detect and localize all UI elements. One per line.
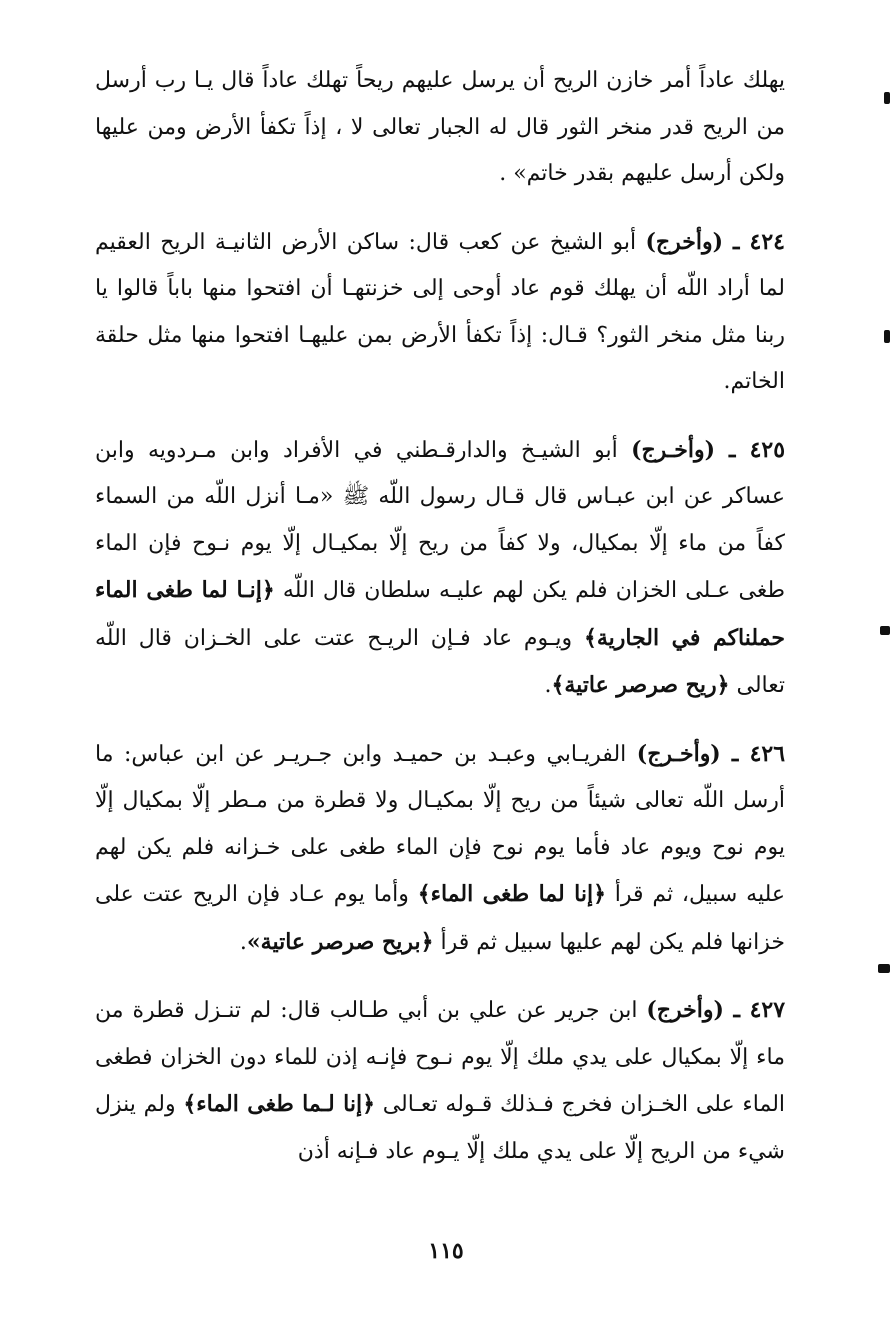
paragraph-text: . [239,929,247,955]
quran-quote: ﴿إنـا لما طغى الماء حملناكم في الجارية﴾ [95,577,785,651]
paragraph-text: ولم ينزل شيء من الريح إلّا على يدي ملك إلّا يـوم عاد فـإنه أذن [95,1092,785,1164]
quran-quote: ﴿بريح صرصر عاتية» [246,928,434,955]
paragraph-text: ويـوم عاد فـإن الريـح عتت على الخـزان قال اللّه تعالى [95,625,785,698]
source-label: (وأخـرج) [631,436,716,463]
paragraph-text: ابن جرير عن علي بن أبي طـالب قال: لم تنـزل قطرة من ماء إلّا بمكيال على يدي ملك إلّا يوم نـوح فإنـه إذن للماء دون الخزان فطغى الماء على الخـزان فخرج فـذلك قـوله تعـالى [95,998,786,1117]
hadith-number: ٤٢٤ ـ [722,228,785,255]
scan-edge-mark [880,626,890,635]
scan-edge-mark [884,330,890,343]
scan-edge-mark [884,92,890,104]
source-label: (وأخرج) [646,997,724,1023]
source-label: (وأخرج) [645,228,723,255]
source-label: (وأخـرج) [636,740,721,767]
hadith-number: ٤٢٧ ـ [723,997,786,1023]
paragraph-continuation [95,58,785,198]
page-body [95,58,785,1175]
paragraph-text: يهلك عاداً أمر خازن الريح أن يرسل عليهم ريحاً تهلك عاداً قال يـا رب أرسل من الريح قدر منخر الثور قال له الجبار تعالى لا ، إذاً تكفأ الأرض ومن عليها ولكن أرسل عليهم بقدر خاتم» . [95,68,785,186]
quran-quote: ﴿إنا لما طغى الماء﴾ [417,881,606,907]
hadith-426 [95,731,785,967]
paragraph-text: أبو الشيخ عن كعب قال: ساكن الأرض الثانيـة الريح العقيم لما أراد اللّه أن يهلك قوم عاد أوحى إلى خزنتهـا أن افتحوا منها باباً قالوا يا ربنا مثل منخر الثور؟ قـال: إذاً تكفأ الأرض بمن عليهـا افتحوا منها مثل حلقة الخاتم. [95,229,785,394]
hadith-427 [95,987,785,1175]
quran-quote: ﴿إنا لـما طغى الماء﴾ [183,1091,375,1117]
hadith-424 [95,219,785,406]
hadith-number: ٤٢٦ ـ [720,740,786,767]
paragraph-text: . [544,673,552,698]
page-number: ١١٥ [428,1238,464,1264]
quran-quote: ﴿ريح صرصر عاتية﴾ [551,672,730,698]
paragraph-text: الفريـابي وعبـد بن حميـد وابن جـريـر عن ابن عباس: ما أرسل اللّه تعالى شيئاً من ريح إلّا بمكيـال ولا قطرة من مـطر إلّا بمكيال إلّا يوم نوح ويوم عاد فأما يوم نوح فإن الماء طغى على خـزانه فلم يكن لهم عليه سبيل، ثم قرأ [95,741,785,907]
paragraph-text: وأما يوم عـاد فإن الريح عتت على خزانها فلم يكن لهم عليها سبيل ثم قرأ [95,882,785,955]
hadith-425 [95,427,785,710]
paragraph-text: أبو الشيـخ والدارقـطني في الأفراد وابن مـردويه وابن عساكر عن ابن عبـاس قال قـال رسول اللّه ﷺ «مـا أنزل اللّه من السماء كفاً من ماء إلّا بمكيال، ولا كفاً من ريح إلّا بمكيـال إلّا يوم نـوح فإن الماء طغى عـلى الخزان فلم يكن لهم عليـه سلطان قال اللّه [95,437,785,603]
scan-edge-mark [878,964,890,973]
hadith-number: ٤٢٥ ـ [715,436,786,463]
